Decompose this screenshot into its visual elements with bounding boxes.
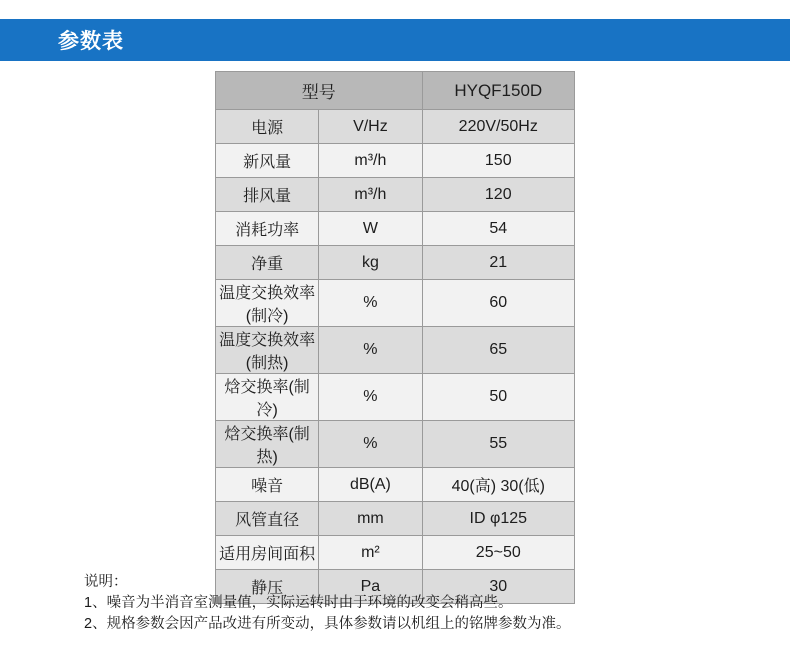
- row-value: 65: [422, 327, 574, 374]
- table-header-row: [216, 72, 575, 110]
- table-row: [216, 327, 575, 374]
- row-value: 55: [422, 421, 574, 468]
- row-value: 54: [422, 212, 574, 246]
- row-name: 电源: [216, 110, 319, 144]
- row-name: 新风量: [216, 144, 319, 178]
- table-row: [216, 212, 575, 246]
- row-value: 25~50: [422, 536, 574, 570]
- row-unit: Pa: [319, 570, 422, 604]
- row-unit: %: [319, 327, 422, 374]
- table-row: [216, 110, 575, 144]
- header-band: [0, 19, 790, 61]
- row-value: 60: [422, 280, 574, 327]
- table-row: [216, 421, 575, 468]
- row-value: 150: [422, 144, 574, 178]
- notes-block: [84, 572, 744, 635]
- row-unit: kg: [319, 246, 422, 280]
- header-cell-model-label: 型号: [216, 72, 423, 110]
- row-unit: W: [319, 212, 422, 246]
- page-title: 参数表: [58, 30, 124, 53]
- spec-table-container: [215, 71, 575, 604]
- row-unit: m³/h: [319, 144, 422, 178]
- table-row: [216, 468, 575, 502]
- row-name: 温度交换效率(制热): [216, 327, 319, 374]
- row-name: 风管直径: [216, 502, 319, 536]
- row-unit: m³/h: [319, 178, 422, 212]
- table-row: [216, 502, 575, 536]
- row-name: 焓交换率(制冷): [216, 374, 319, 421]
- row-unit: %: [319, 374, 422, 421]
- row-unit: %: [319, 280, 422, 327]
- table-row: [216, 536, 575, 570]
- row-value: 21: [422, 246, 574, 280]
- row-unit: V/Hz: [319, 110, 422, 144]
- table-row: [216, 246, 575, 280]
- row-name: 适用房间面积: [216, 536, 319, 570]
- table-row: [216, 178, 575, 212]
- header-cell-model-value: HYQF150D: [422, 72, 574, 110]
- row-unit: m²: [319, 536, 422, 570]
- row-name: 净重: [216, 246, 319, 280]
- spec-table: [215, 71, 575, 604]
- table-row: [216, 280, 575, 327]
- table-row: [216, 374, 575, 421]
- notes-line-2: 2、规格参数会因产品改进有所变动，具体参数请以机组上的铭牌参数为准。: [84, 616, 571, 632]
- row-name: 消耗功率: [216, 212, 319, 246]
- row-name: 静压: [216, 570, 319, 604]
- row-value: 50: [422, 374, 574, 421]
- row-name: 温度交换效率(制冷): [216, 280, 319, 327]
- row-value: 120: [422, 178, 574, 212]
- row-value: 30: [422, 570, 574, 604]
- row-name: 噪音: [216, 468, 319, 502]
- notes-title: 说明：: [84, 574, 128, 590]
- row-value: 40(高) 30(低): [422, 468, 574, 502]
- row-value: ID φ125: [422, 502, 574, 536]
- row-unit: mm: [319, 502, 422, 536]
- table-row: [216, 144, 575, 178]
- row-unit: dB(A): [319, 468, 422, 502]
- row-value: 220V/50Hz: [422, 110, 574, 144]
- row-name: 焓交换率(制热): [216, 421, 319, 468]
- row-name: 排风量: [216, 178, 319, 212]
- row-unit: %: [319, 421, 422, 468]
- notes-line-1: 1、噪音为半消音室测量值，实际运转时由于环境的改变会稍高些。: [84, 595, 513, 611]
